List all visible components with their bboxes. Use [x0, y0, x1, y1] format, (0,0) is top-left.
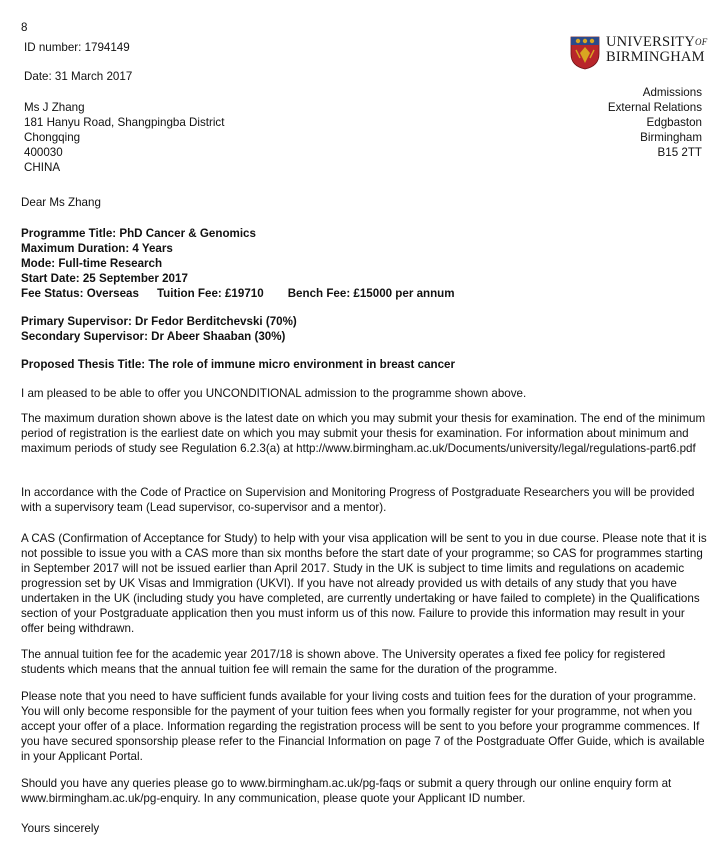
bench-fee: Bench Fee: £15000 per annum — [287, 287, 455, 300]
recipient-city: Chongqing — [24, 131, 81, 144]
programme-details — [21, 226, 455, 301]
thesis-title: Proposed Thesis Title: The role of immune micro environment in breast cancer — [21, 358, 456, 371]
sender-line-2: External Relations — [607, 101, 702, 114]
tuition-fee: Tuition Fee: £19710 — [156, 287, 264, 300]
programme-title: Programme Title: PhD Cancer & Genomics — [21, 227, 256, 240]
recipient-street: 181 Hanyu Road, Shangpingba District — [24, 116, 225, 129]
primary-supervisor: Primary Supervisor: Dr Fedor Berditchevski (70%) — [21, 315, 297, 328]
greeting: Dear Ms Zhang — [21, 196, 101, 209]
recipient-name: Ms J Zhang — [24, 101, 85, 114]
closing: Yours sincerely — [21, 822, 100, 835]
sender-line-3: Edgbaston — [646, 116, 702, 129]
programme-fees — [21, 286, 455, 301]
programme-start-date: Start Date: 25 September 2017 — [21, 272, 188, 285]
supervision-paragraph: In accordance with the Code of Practice on Supervision and Monitoring Progress of Postgraduate Researchers you will be provided with a supervisory team (Lead supervisor, co-supervisor and a mentor). — [21, 486, 695, 514]
sender-line-4: Birmingham — [640, 131, 702, 144]
wordmark-university: UNIVERSITY — [606, 34, 695, 50]
programme-duration: Maximum Duration: 4 Years — [21, 242, 173, 255]
university-crest-icon — [570, 36, 600, 70]
programme-mode: Mode: Full-time Research — [21, 257, 163, 270]
supervisors — [21, 314, 297, 344]
fee-status: Fee Status: Overseas — [21, 287, 139, 300]
page-number: 8 — [21, 21, 28, 34]
cas-paragraph: A CAS (Confirmation of Acceptance for Study) to help with your visa application will be sent to you in due course. Please note that it is not possible to issue you with a CAS more than six months before the start date of your programme; so CAS for programmes starting in September 2017 will not be issued earlier than April 2017. Study in the UK is subject to time limits and regulations on academic progression set by UK Visas and Immigration (UKVI). If you have not already provided us with details of any study that you have undertaken in the UK (including study you have completed, are currently undertaking or have failed to complete) in the Qualifications section of your Postgraduate application then you must inform us of this now. Failure to provide this information may result in your offer being withdrawn. — [21, 532, 707, 635]
sender-line-1: Admissions — [642, 86, 702, 99]
secondary-supervisor: Secondary Supervisor: Dr Abeer Shaaban (30%) — [21, 330, 286, 343]
tuition-paragraph: The annual tuition fee for the academic year 2017/18 is shown above. The University operates a fixed fee policy for registered students which means that the annual tuition fee will remain the same for the duration of the programme. — [21, 648, 666, 676]
letter-date: Date: 31 March 2017 — [24, 70, 133, 83]
wordmark-birmingham: BIRMINGHAM — [606, 49, 705, 65]
recipient-country: CHINA — [24, 161, 61, 174]
sender-line-5: B15 2TT — [657, 146, 702, 159]
sender-address — [608, 85, 702, 160]
wordmark-of: OF — [695, 37, 708, 47]
recipient-postcode: 400030 — [24, 146, 63, 159]
offer-paragraph: I am pleased to be able to offer you UNCONDITIONAL admission to the programme shown above. — [21, 387, 527, 400]
queries-paragraph: Should you have any queries please go to www.birmingham.ac.uk/pg-faqs or submit a query through our online enquiry form at www.birmingham.ac.uk/pg-enquiry. In any communication, please quote your Applicant ID number. — [21, 777, 672, 805]
funds-paragraph: Please note that you need to have sufficient funds available for your living costs and tuition fees for the duration of your programme. You will only become responsible for the payment of your tuition fees when you formally register for your programme, not when you accept your offer of a place. Information regarding the registration process will be sent to you before your programme commences. If you have secured sponsorship please refer to the Financial Information on page 7 of the Postgraduate Offer Guide, which is available in your Applicant Portal. — [21, 690, 705, 763]
recipient-address — [24, 100, 224, 175]
duration-paragraph: The maximum duration shown above is the latest date on which you may submit your thesis for examination. The end of the minimum period of registration is the earliest date on which you may submit your thesis for examination. For information about minimum and maximum periods of study see Regulation 6.2.3(a) at http://www.birmingham.ac.uk/Documents/university/legal/regulations-part6.pdf — [21, 412, 706, 455]
university-wordmark — [606, 35, 707, 65]
id-number: ID number: 1794149 — [24, 41, 130, 54]
